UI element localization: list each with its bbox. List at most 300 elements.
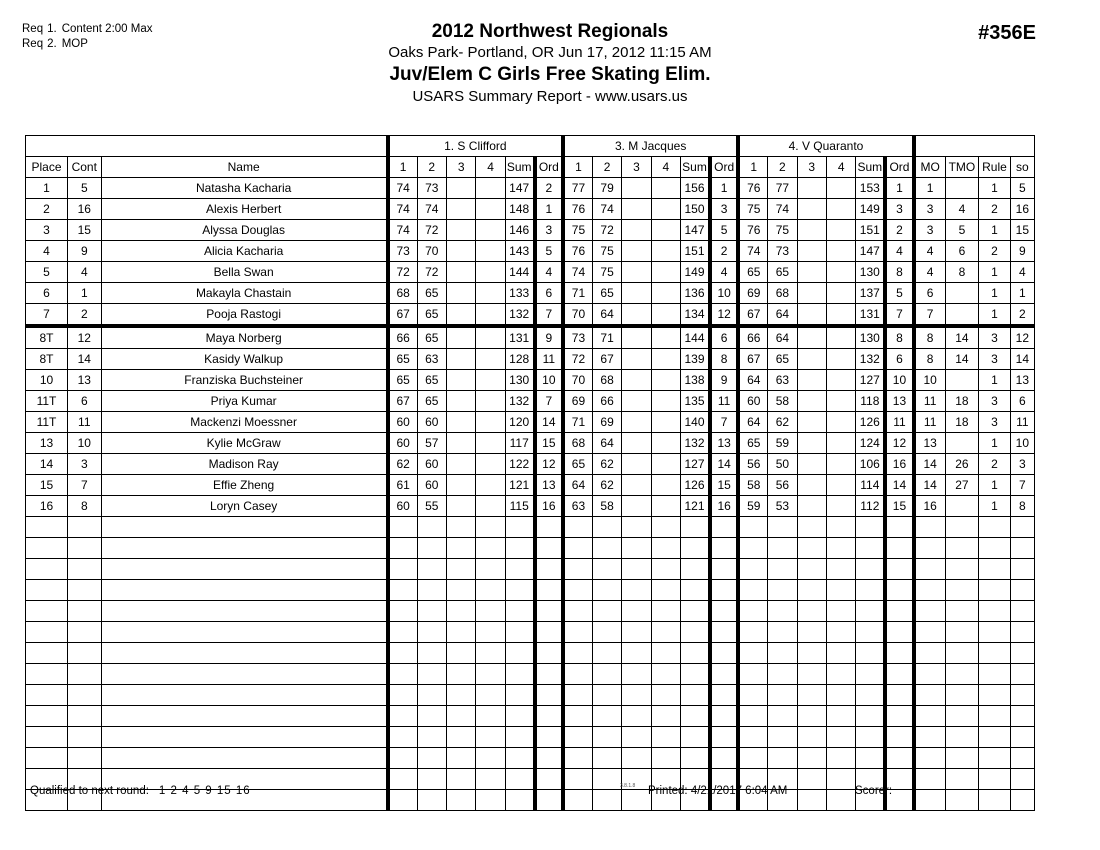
cell-judge2-element2 [592, 643, 621, 664]
cell-mo: 8 [914, 349, 945, 370]
blank-row [26, 622, 1035, 643]
cell-place: 8T [26, 326, 68, 349]
cell-judge2-element1 [563, 748, 592, 769]
cell-judge1-element4 [476, 580, 505, 601]
cell-judge1-element2 [417, 643, 446, 664]
cell-judge3-element2 [768, 559, 797, 580]
cell-tmo [945, 601, 979, 622]
cell-judge1-element2 [417, 622, 446, 643]
cell-judge2-element3 [622, 517, 651, 538]
cell-judge3-element2: 74 [768, 199, 797, 220]
cell-judge3-element4 [826, 517, 855, 538]
cell-judge2-element4 [651, 559, 680, 580]
cell-tmo: 18 [945, 391, 979, 412]
cell-judge1-element1 [388, 559, 417, 580]
cell-judge1-element4 [476, 241, 505, 262]
cell-judge3-ord [885, 601, 913, 622]
cell-cont: 2 [67, 304, 101, 327]
cell-judge2-element1: 74 [563, 262, 592, 283]
cell-judge3-element2: 73 [768, 241, 797, 262]
cell-place: 2 [26, 199, 68, 220]
cell-judge2-element1: 68 [563, 433, 592, 454]
cell-cont: 7 [67, 475, 101, 496]
cell-name [101, 622, 388, 643]
cell-judge1-ord [535, 559, 563, 580]
cell-judge2-ord: 4 [710, 262, 738, 283]
cell-judge2-sum [681, 685, 710, 706]
cell-judge1-element2 [417, 664, 446, 685]
cell-judge2-element1 [563, 727, 592, 748]
cell-judge2-element1 [563, 706, 592, 727]
cell-cont: 16 [67, 199, 101, 220]
cell-cont: 4 [67, 262, 101, 283]
requirement-text: Content 2:00 Max [61, 23, 153, 35]
cell-judge3-element3 [797, 475, 826, 496]
skater-row [26, 178, 1035, 199]
cell-judge1-element3 [446, 748, 475, 769]
cell-judge1-element2: 65 [417, 326, 446, 349]
cell-judge2-element3 [622, 349, 651, 370]
cell-name [101, 706, 388, 727]
cell-judge2-element1: 64 [563, 475, 592, 496]
judge-banner-tail [914, 136, 1035, 157]
cell-judge1-element1: 73 [388, 241, 417, 262]
requirement-label: Req [22, 23, 44, 35]
cell-mo [914, 538, 945, 559]
skater-row [26, 326, 1035, 349]
cell-judge3-sum: 149 [856, 199, 885, 220]
cell-judge1-element4 [476, 706, 505, 727]
blank-row [26, 685, 1035, 706]
header-sum: Sum [505, 157, 534, 178]
cell-judge1-element3 [446, 580, 475, 601]
cell-judge3-element4 [826, 664, 855, 685]
cell-judge2-element4 [651, 601, 680, 622]
cell-judge2-element1: 73 [563, 326, 592, 349]
cell-judge2-element4 [651, 178, 680, 199]
blank-row [26, 727, 1035, 748]
cell-so: 3 [1010, 454, 1034, 475]
cell-name: Alyssa Douglas [101, 220, 388, 241]
cell-judge2-ord: 11 [710, 391, 738, 412]
title-block [0, 20, 1100, 107]
cell-mo [914, 685, 945, 706]
cell-judge3-element1: 76 [738, 178, 767, 199]
header-ord: Ord [535, 157, 563, 178]
cell-judge3-ord [885, 685, 913, 706]
cell-rule: 1 [979, 283, 1010, 304]
header-name: Name [101, 157, 388, 178]
cell-tmo: 5 [945, 220, 979, 241]
cell-judge1-element2: 55 [417, 496, 446, 517]
skater-row [26, 391, 1035, 412]
cell-judge2-element1: 72 [563, 349, 592, 370]
cell-judge1-sum: 144 [505, 262, 534, 283]
cell-judge1-element1: 60 [388, 496, 417, 517]
cell-judge1-element2 [417, 517, 446, 538]
cell-judge1-ord [535, 706, 563, 727]
cell-judge1-element2: 65 [417, 370, 446, 391]
cell-judge2-element3 [622, 220, 651, 241]
cell-judge2-element2: 71 [592, 326, 621, 349]
cell-so: 14 [1010, 349, 1034, 370]
cell-cont [67, 580, 101, 601]
cell-place [26, 580, 68, 601]
cell-judge2-element1 [563, 643, 592, 664]
cell-judge3-element1: 64 [738, 412, 767, 433]
cell-so: 15 [1010, 220, 1034, 241]
cell-judge3-element1 [738, 706, 767, 727]
cell-judge1-element1 [388, 580, 417, 601]
cell-judge3-element1 [738, 538, 767, 559]
cell-judge3-ord [885, 748, 913, 769]
cell-judge1-element2 [417, 601, 446, 622]
cell-judge3-element2: 64 [768, 304, 797, 327]
cell-judge2-sum: 139 [681, 349, 710, 370]
cell-judge3-element2 [768, 748, 797, 769]
cell-cont [67, 559, 101, 580]
cell-cont: 12 [67, 326, 101, 349]
cell-judge1-sum [505, 706, 534, 727]
cell-rule [979, 517, 1010, 538]
cell-judge3-element4 [826, 391, 855, 412]
cell-judge2-element4 [651, 748, 680, 769]
cell-judge1-element2: 65 [417, 391, 446, 412]
skater-row [26, 370, 1035, 391]
cell-judge3-ord [885, 727, 913, 748]
cell-so [1010, 622, 1034, 643]
cell-mo [914, 559, 945, 580]
cell-judge1-ord [535, 748, 563, 769]
skater-row [26, 496, 1035, 517]
cell-tmo: 27 [945, 475, 979, 496]
cell-judge1-element1 [388, 622, 417, 643]
cell-judge2-element2: 65 [592, 283, 621, 304]
cell-cont: 8 [67, 496, 101, 517]
cell-judge3-element1: 65 [738, 262, 767, 283]
cell-judge1-element3 [446, 178, 475, 199]
cell-judge3-element2 [768, 622, 797, 643]
cell-judge2-sum: 149 [681, 262, 710, 283]
cell-judge2-sum: 156 [681, 178, 710, 199]
cell-judge1-element4 [476, 685, 505, 706]
cell-judge2-element1 [563, 559, 592, 580]
cell-judge1-sum: 130 [505, 370, 534, 391]
cell-place [26, 559, 68, 580]
cell-mo [914, 643, 945, 664]
cell-judge2-element2: 66 [592, 391, 621, 412]
cell-so: 7 [1010, 475, 1034, 496]
cell-judge3-element2: 68 [768, 283, 797, 304]
cell-judge1-element1: 74 [388, 199, 417, 220]
cell-judge2-sum [681, 643, 710, 664]
cell-rule: 1 [979, 178, 1010, 199]
cell-judge2-element2 [592, 601, 621, 622]
header-rule: Rule [979, 157, 1010, 178]
skater-row [26, 220, 1035, 241]
cell-judge1-sum: 148 [505, 199, 534, 220]
cell-cont: 9 [67, 241, 101, 262]
cell-judge2-element2: 74 [592, 199, 621, 220]
cell-judge3-element2: 50 [768, 454, 797, 475]
cell-judge2-ord [710, 538, 738, 559]
cell-judge2-ord: 16 [710, 496, 738, 517]
cell-judge3-ord [885, 559, 913, 580]
cell-judge2-sum: 134 [681, 304, 710, 327]
cell-judge2-element3 [622, 433, 651, 454]
cell-tmo [945, 559, 979, 580]
cell-place: 16 [26, 496, 68, 517]
cell-judge3-element1: 60 [738, 391, 767, 412]
cell-judge3-element2: 58 [768, 391, 797, 412]
cell-judge2-element4 [651, 727, 680, 748]
cell-judge1-element1: 67 [388, 304, 417, 327]
cell-mo: 10 [914, 370, 945, 391]
judge-banner-spacer [26, 136, 388, 157]
cell-judge3-sum: 114 [856, 475, 885, 496]
cell-judge3-sum [856, 622, 885, 643]
blank-row [26, 580, 1035, 601]
header-sum: Sum [681, 157, 710, 178]
cell-judge1-element2 [417, 538, 446, 559]
cell-judge2-element3 [622, 748, 651, 769]
cell-mo [914, 748, 945, 769]
cell-judge1-sum [505, 727, 534, 748]
cell-judge2-element3 [622, 538, 651, 559]
cell-judge2-sum: 140 [681, 412, 710, 433]
cell-judge1-sum [505, 559, 534, 580]
cell-so [1010, 538, 1034, 559]
cell-judge3-element4 [826, 241, 855, 262]
cell-cont [67, 517, 101, 538]
cell-judge1-sum [505, 622, 534, 643]
header-element-3: 3 [797, 157, 826, 178]
cell-judge3-element2 [768, 706, 797, 727]
cell-judge2-sum [681, 727, 710, 748]
cell-judge2-element4 [651, 241, 680, 262]
cell-judge3-element4 [826, 727, 855, 748]
cell-judge3-ord: 4 [885, 241, 913, 262]
cell-judge3-ord: 16 [885, 454, 913, 475]
header-element-4: 4 [476, 157, 505, 178]
cell-judge1-element4 [476, 412, 505, 433]
cell-rule [979, 727, 1010, 748]
cell-judge3-element1 [738, 664, 767, 685]
skater-row [26, 349, 1035, 370]
cell-judge3-element4 [826, 748, 855, 769]
cell-judge2-element3 [622, 391, 651, 412]
skater-row [26, 199, 1035, 220]
cell-tmo [945, 706, 979, 727]
cell-judge2-element3 [622, 559, 651, 580]
cell-mo: 3 [914, 220, 945, 241]
cell-judge3-element3 [797, 304, 826, 327]
cell-judge1-element1 [388, 706, 417, 727]
cell-judge3-element4 [826, 283, 855, 304]
cell-tmo: 14 [945, 326, 979, 349]
cell-tmo [945, 517, 979, 538]
cell-judge2-element2 [592, 727, 621, 748]
cell-judge2-element2: 62 [592, 454, 621, 475]
cell-judge1-sum: 128 [505, 349, 534, 370]
cell-mo: 11 [914, 391, 945, 412]
cell-judge1-element1: 74 [388, 220, 417, 241]
cell-judge3-element3 [797, 538, 826, 559]
cell-place: 7 [26, 304, 68, 327]
cell-place [26, 601, 68, 622]
cell-judge2-element2 [592, 517, 621, 538]
cell-judge2-element4 [651, 454, 680, 475]
blank-row [26, 538, 1035, 559]
cell-judge3-element2 [768, 580, 797, 601]
cell-judge3-element1 [738, 748, 767, 769]
cell-judge1-element3 [446, 283, 475, 304]
cell-so: 16 [1010, 199, 1034, 220]
header-element-4: 4 [826, 157, 855, 178]
cell-judge1-element3 [446, 727, 475, 748]
cell-judge3-element4 [826, 412, 855, 433]
cell-judge3-element3 [797, 727, 826, 748]
cell-judge1-element1: 60 [388, 433, 417, 454]
skater-row [26, 412, 1035, 433]
cell-name [101, 538, 388, 559]
cell-judge1-sum [505, 580, 534, 601]
cell-judge3-sum [856, 664, 885, 685]
cell-judge2-ord: 1 [710, 178, 738, 199]
cell-judge3-element4 [826, 370, 855, 391]
cell-judge3-element3 [797, 326, 826, 349]
cell-place: 4 [26, 241, 68, 262]
cell-judge3-ord [885, 538, 913, 559]
score-sheet-table [25, 135, 1035, 811]
cell-cont [67, 685, 101, 706]
header-place: Place [26, 157, 68, 178]
meet-title: 2012 Northwest Regionals [431, 21, 669, 42]
cell-judge2-ord [710, 580, 738, 601]
cell-judge1-ord: 14 [535, 412, 563, 433]
cell-name: Alexis Herbert [101, 199, 388, 220]
cell-judge2-element1: 63 [563, 496, 592, 517]
cell-rule: 1 [979, 433, 1010, 454]
cell-judge2-element3 [622, 727, 651, 748]
cell-judge1-ord: 10 [535, 370, 563, 391]
cell-cont [67, 538, 101, 559]
cell-judge2-element3 [622, 326, 651, 349]
cell-place [26, 622, 68, 643]
cell-judge2-element4 [651, 370, 680, 391]
cell-judge1-ord [535, 517, 563, 538]
cell-so: 9 [1010, 241, 1034, 262]
cell-judge2-element2: 62 [592, 475, 621, 496]
cell-judge1-ord: 11 [535, 349, 563, 370]
cell-judge3-ord: 1 [885, 178, 913, 199]
cell-judge2-element1: 69 [563, 391, 592, 412]
cell-judge1-element1: 67 [388, 391, 417, 412]
cell-judge2-element3 [622, 706, 651, 727]
cell-judge2-element3 [622, 241, 651, 262]
cell-judge1-sum: 131 [505, 326, 534, 349]
cell-mo: 13 [914, 433, 945, 454]
cell-judge1-sum: 117 [505, 433, 534, 454]
cell-place: 5 [26, 262, 68, 283]
cell-mo: 1 [914, 178, 945, 199]
blank-row [26, 643, 1035, 664]
cell-judge3-element1 [738, 580, 767, 601]
cell-judge1-element3 [446, 391, 475, 412]
cell-judge3-element2: 65 [768, 349, 797, 370]
cell-name [101, 664, 388, 685]
cell-judge2-ord [710, 748, 738, 769]
cell-judge2-element3 [622, 178, 651, 199]
cell-name: Kylie McGraw [101, 433, 388, 454]
cell-judge3-element4 [826, 643, 855, 664]
cell-tmo: 26 [945, 454, 979, 475]
cell-judge2-ord [710, 685, 738, 706]
cell-mo: 8 [914, 326, 945, 349]
cell-judge2-sum: 127 [681, 454, 710, 475]
cell-tmo [945, 178, 979, 199]
cell-judge1-element4 [476, 496, 505, 517]
cell-judge1-element1: 66 [388, 326, 417, 349]
cell-judge3-element3 [797, 664, 826, 685]
cell-judge3-element1: 66 [738, 326, 767, 349]
cell-judge3-element1: 64 [738, 370, 767, 391]
cell-mo [914, 727, 945, 748]
cell-tmo: 14 [945, 349, 979, 370]
cell-name: Franziska Buchsteiner [101, 370, 388, 391]
cell-judge1-sum: 132 [505, 304, 534, 327]
cell-judge1-element1: 62 [388, 454, 417, 475]
cell-judge1-ord: 4 [535, 262, 563, 283]
cell-rule: 1 [979, 262, 1010, 283]
cell-so: 11 [1010, 412, 1034, 433]
cell-judge3-element4 [826, 685, 855, 706]
cell-judge1-ord [535, 622, 563, 643]
cell-judge3-ord [885, 706, 913, 727]
cell-judge3-sum: 131 [856, 304, 885, 327]
cell-name: Maya Norberg [101, 326, 388, 349]
cell-judge3-element3 [797, 220, 826, 241]
cell-place [26, 643, 68, 664]
cell-place: 13 [26, 433, 68, 454]
cell-judge2-element4 [651, 283, 680, 304]
cell-rule [979, 580, 1010, 601]
cell-cont: 5 [67, 178, 101, 199]
cell-judge1-ord [535, 643, 563, 664]
cell-judge1-element4 [476, 349, 505, 370]
cell-judge2-sum [681, 538, 710, 559]
cell-tmo [945, 664, 979, 685]
cell-judge3-element4 [826, 601, 855, 622]
cell-judge3-element4 [826, 622, 855, 643]
cell-judge2-element1: 71 [563, 412, 592, 433]
cell-rule [979, 685, 1010, 706]
cell-judge1-element1 [388, 727, 417, 748]
cell-judge1-element2: 57 [417, 433, 446, 454]
header-element-2: 2 [417, 157, 446, 178]
cell-judge3-element2: 53 [768, 496, 797, 517]
cell-judge1-element3 [446, 262, 475, 283]
cell-judge3-sum: 153 [856, 178, 885, 199]
cell-name: Alicia Kacharia [101, 241, 388, 262]
cell-judge3-element3 [797, 283, 826, 304]
cell-judge3-element1: 67 [738, 349, 767, 370]
cell-mo: 14 [914, 475, 945, 496]
cell-judge3-sum [856, 727, 885, 748]
cell-rule: 1 [979, 496, 1010, 517]
cell-judge1-element3 [446, 220, 475, 241]
cell-judge1-element4 [476, 370, 505, 391]
